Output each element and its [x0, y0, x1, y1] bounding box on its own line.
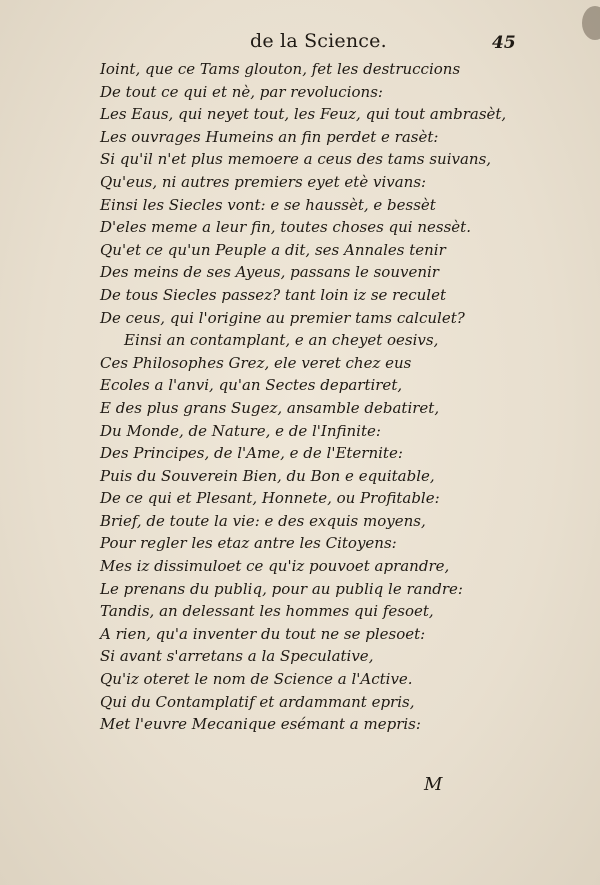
verse-line: Des Principes, de l'Ame, e de l'Eternite:	[100, 444, 403, 463]
verse-line: Qu'et ce qu'un Peuple a dit, ses Annales tenir	[100, 240, 446, 259]
verse-line: De ce qui et Plesant, Honnete, ou Profitable:	[100, 489, 440, 508]
verse-line: De ceus, qui l'origine au premier tams calculet?	[100, 308, 465, 327]
verse-line: E des plus grans Sugez, ansamble debatiret,	[100, 398, 440, 417]
verse-line: Le prenans du publiq, pour au publiq le randre:	[100, 579, 463, 598]
verse-line: Si avant s'arretans a la Speculative,	[100, 647, 374, 666]
page-header	[0, 30, 600, 58]
verse-line: Les ouvrages Humeins an fin perdet e rasèt:	[100, 127, 439, 146]
verse-line: Ces Philosophes Grez, ele veret chez eus	[100, 353, 412, 372]
verse-line: Mes iz dissimuloet ce qu'iz pouvoet aprandre,	[100, 557, 450, 576]
catchword: M	[424, 774, 443, 795]
verse-line: Qu'iz oteret le nom de Science a l'Active.	[100, 670, 413, 689]
page-number: 45	[492, 33, 516, 53]
verse-line: Des meins de ses Ayeus, passans le souvenir	[100, 263, 439, 282]
verse-line: Qui du Contamplatif et ardammant epris,	[100, 692, 415, 711]
verse-line: Si qu'il n'et plus memoere a ceus des tams suivans,	[100, 150, 492, 169]
verse-line: Les Eaus, qui neyet tout, les Feuz, qui tout ambrasèt,	[100, 105, 507, 124]
verse-line: Ioint, que ce Tams glouton, fet les destruccions	[100, 60, 461, 78]
verse-line: Tandis, an delessant les hommes qui fesoet,	[100, 602, 434, 621]
verse-line: Einsi les Siecles vont: e se haussèt, e bessèt	[100, 195, 436, 214]
verse-line: De tous Siecles passez? tant loin iz se reculet	[100, 285, 446, 304]
verse-line: Puis du Souverein Bien, du Bon e equitable,	[100, 466, 435, 485]
verse-line: Du Monde, de Nature, e de l'Infinite:	[100, 421, 381, 440]
running-head: de la Science.	[250, 30, 387, 52]
verse-line: D'eles meme a leur fin, toutes choses qui nessèt.	[100, 218, 471, 237]
verse-line: De tout ce qui et nè, par revolucions:	[100, 82, 383, 101]
verse-block	[100, 58, 540, 736]
verse-line: Ecoles a l'anvi, qu'an Sectes departiret,	[100, 376, 403, 395]
verse-line: A rien, qu'a inventer du tout ne se plesoet:	[100, 624, 426, 643]
verse-line: Met l'euvre Mecanique esémant a mepris:	[100, 715, 421, 734]
verse-line: Pour regler les etaz antre les Citoyens:	[100, 534, 397, 553]
verse-line: Brief, de toute la vie: e des exquis moyens,	[100, 511, 426, 530]
verse-line: Qu'eus, ni autres premiers eyet etè vivans:	[100, 172, 427, 191]
verse-line-indented: Einsi an contamplant, e an cheyet oesivs,	[124, 331, 439, 350]
